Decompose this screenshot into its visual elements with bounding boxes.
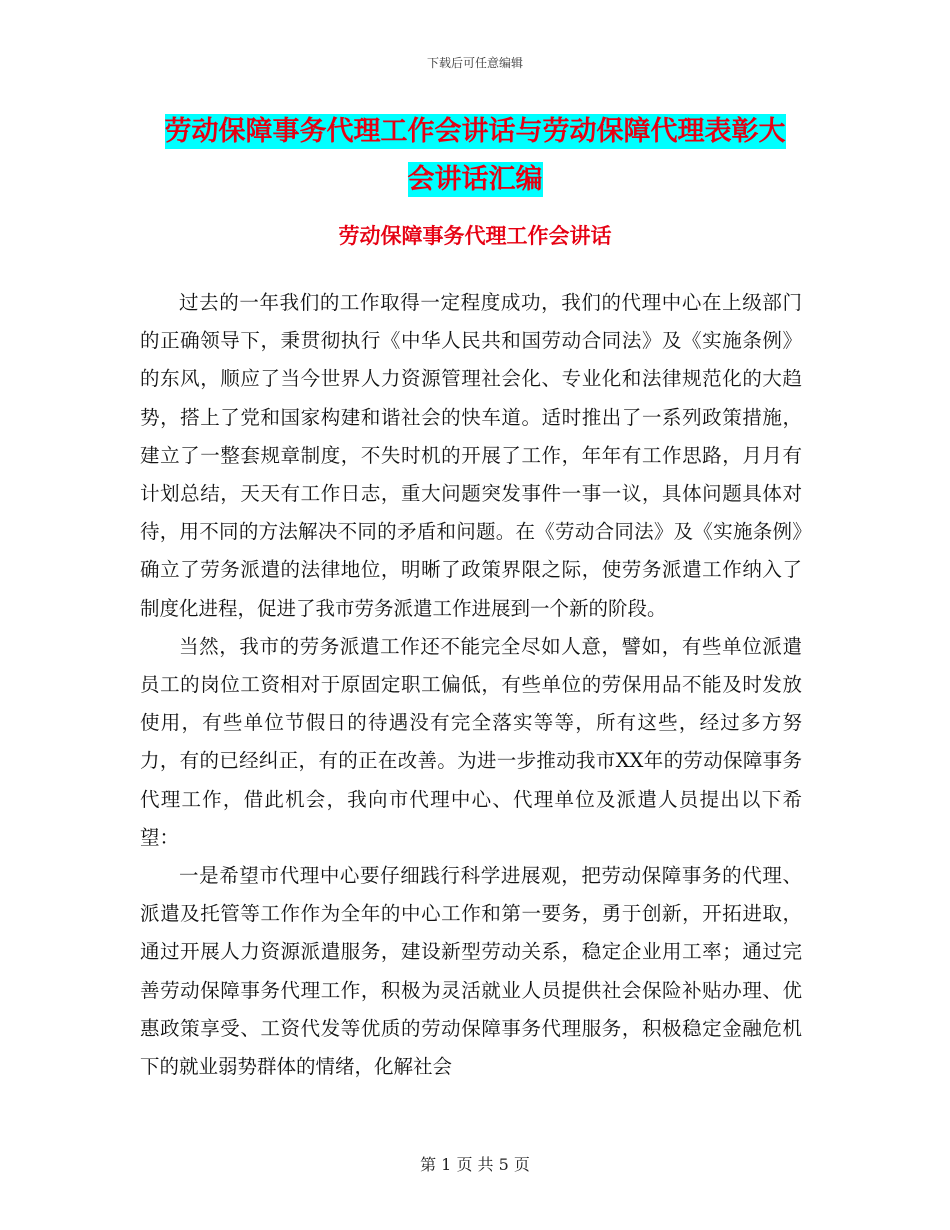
paragraph: 过去的一年我们的工作取得一定程度成功，我们的代理中心在上级部门的正确领导下，秉贯彻执行《中华人民共和国劳动合同法》及《实施条例》的东风，顺应了当今世界人力资源管理社会化、专业化和法律规范化的大趋势，搭上了党和国家构建和谐社会的快车道。适时推出了一系列政策措施，建立了一整套规章制度，不失时机的开展了工作，年年有工作思路，月月有计划总结，天天有工作日志，重大问题突发事件一事一议，具体问题具体对待，用不同的方法解决不同的矛盾和问题。在《劳动合同法》及《实施条例》确立了劳务派遣的法律地位，明晰了政策界限之际，使劳务派遣工作纳入了制度化进程，促进了我市劳务派遣工作进展到一个新的阶段。: [140, 291, 802, 620]
document-title-line1: 劳动保障事务代理工作会讲话与劳动保障代理表彰大: [164, 116, 786, 147]
document-body: [140, 284, 802, 1086]
document-title: [140, 108, 810, 204]
page-number: 第 1 页 共 5 页: [420, 1155, 530, 1174]
paragraph: 一是希望市代理中心要仔细践行科学进展观，把劳动保障事务的代理、派遣及托管等工作作为全年的中心工作和第一要务，勇于创新，开拓进取，通过开展人力资源派遣服务，建设新型劳动关系，稳定企业用工率；通过完善劳动保障事务代理工作，积极为灵活就业人员提供社会保险补贴办理、优惠政策享受、工资代发等优质的劳动保障事务代理服务，积极稳定金融危机下的就业弱势群体的情绪，化解社会: [140, 864, 802, 1079]
section-title: 劳动保障事务代理工作会讲话: [338, 223, 612, 248]
header-note: 下载后可任意编辑: [426, 56, 523, 70]
paragraph: 当然，我市的劳务派遣工作还不能完全尽如人意，譬如，有些单位派遣员工的岗位工资相对于原固定职工偏低，有些单位的劳保用品不能及时发放使用，有些单位节假日的待遇没有完全落实等等，所有这些，经过多方努力，有的已经纠正，有的正在改善。为进一步推动我市XX年的劳动保障事务代理工作，借此机会，我向市代理中心、代理单位及派遣人员提出以下希望：: [140, 634, 802, 849]
document-title-line2: 会讲话汇编: [407, 164, 543, 195]
